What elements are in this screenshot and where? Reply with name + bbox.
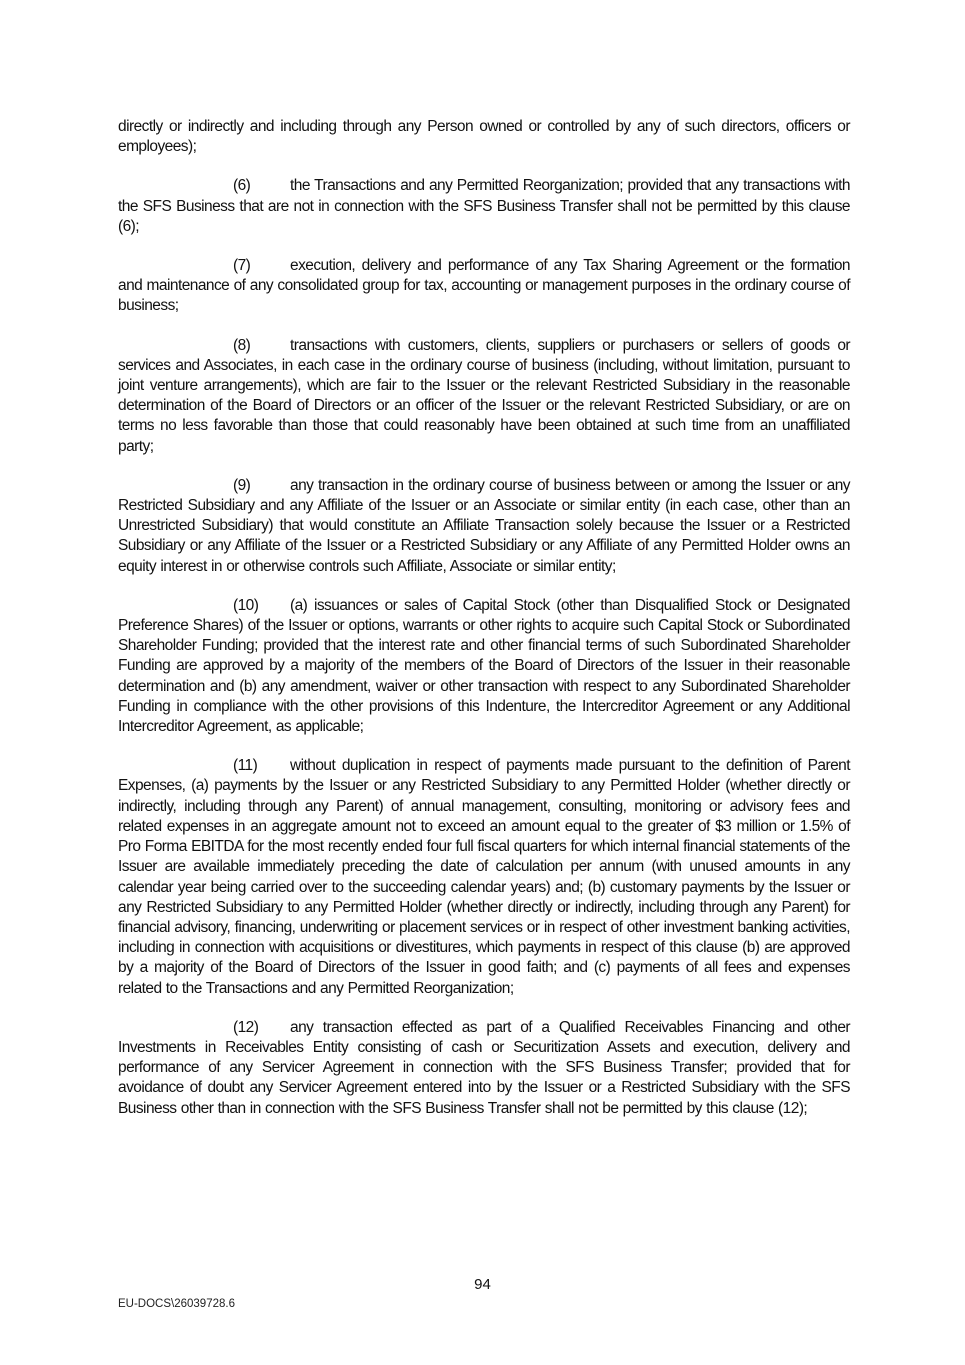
clause-number: (7) (233, 257, 251, 275)
clause-12 (118, 1018, 850, 1119)
paragraph-continuation (118, 117, 850, 157)
clause-text: without duplication in respect of payments made pursuant to the definition of Parent Expenses, (a) payments by the Issuer or any Restricted Subsidiary to any Permitted Holder (whether directly or indirectly, including through any Parent) of annual management, consulting, monitoring or advisory fees and related expenses in an aggregate amount not to exceed an amount equal to the greater of $3 million or 1.5% of Pro Forma EBITDA for the most recently ended four full fiscal quarters for which internal financial statements of the Issuer are available immediately preceding the date of calculation per annum (with unused amounts in any calendar year being carried over to the succeeding calendar years) and; (b) customary payments by the Issuer or any Restricted Subsidiary to any Permitted Holder (whether directly or indirectly, including through any Parent) for financial advisory, financing, underwriting or placement services or in respect of other investment banking activities, including in connection with acquisitions or divestitures, which payments in respect of this clause (b) are approved by a majority of the Board of Directors of the Issuer in good faith; and (c) payments of all fees and expenses related to the Transactions and any Permitted Reorganization; (118, 757, 850, 997)
clause-10 (118, 596, 850, 737)
page-number: 94 (474, 1276, 491, 1293)
document-id: EU-DOCS\26039728.6 (118, 1298, 235, 1310)
clause-text: transactions with customers, clients, suppliers or purchasers or sellers of goods or services and Associates, in each case in the ordinary course of business (including, without limitation, pursuant to joint venture arrangements), which are fair to the Issuer or the relevant Restricted Subsidiary in the reasonable determination of the Board of Directors or an officer of the Issuer or the relevant Restricted Subsidiary, or are on terms no less favorable than those that could reasonably have been obtained at such time from an unaffiliated party; (118, 336, 850, 455)
clause-8 (118, 336, 850, 457)
clause-11 (118, 756, 850, 998)
clause-7 (118, 256, 850, 317)
clause-text: execution, delivery and performance of any Tax Sharing Agreement or the formation and maintenance of any consolidated group for tax, accounting or management purposes in the ordinary course of business; (118, 257, 850, 315)
clause-text: any transaction effected as part of a Qualified Receivables Financing and other Investments in Receivables Entity consisting of cash or Securitization Assets and execution, delivery and performance of any Servicer Agreement in connection with the SFS Business Transfer; provided that for avoidance of doubt any Servicer Agreement entered into by the Issuer or a Restricted Subsidiary with the SFS Business other than in connection with the SFS Business Transfer shall not be permitted by this clause (12); (118, 1018, 850, 1117)
clause-6 (118, 176, 850, 237)
clause-text: the Transactions and any Permitted Reorganization; provided that any transactions with the SFS Business that are not in connection with the SFS Business Transfer shall not be permitted by this clause (6); (118, 177, 850, 235)
clause-number: (10) (233, 596, 259, 614)
document-body (118, 117, 850, 1138)
clause-number: (11) (233, 757, 258, 775)
clause-9 (118, 476, 850, 577)
clause-number: (6) (233, 177, 251, 195)
clause-number: (12) (233, 1018, 259, 1036)
clause-number: (8) (233, 336, 251, 354)
clause-text: any transaction in the ordinary course of business between or among the Issuer or any Restricted Subsidiary and any Affiliate of the Issuer or an Associate or similar entity (in each case, other than an Unrestricted Subsidiary) that would constitute an Affiliate Transaction solely because the Issuer or a Restricted Subsidiary or any Affiliate of the Issuer or a Restricted Subsidiary or any Affiliate of any Permitted Holder owns an equity interest in or otherwise controls such Affiliate, Associate or similar entity; (118, 476, 850, 575)
paragraph-text: directly or indirectly and including through any Person owned or controlled by any of such directors, officers or employees); (118, 118, 850, 156)
clause-number: (9) (233, 476, 251, 494)
clause-text: (a) issuances or sales of Capital Stock (other than Disqualified Stock or Designated Preference Shares) of the Issuer or options, warrants or other rights to acquire such Capital Stock or Subordinated Shareholder Funding; provided that the interest rate and other financial terms of such Subordinated Shareholder Funding are approved by a majority of the members of the Board of Directors of the Issuer in their reasonable determination and (b) any amendment, waiver or other transaction with respect to any Subordinated Shareholder Funding in compliance with the other provisions of this Indenture, the Intercreditor Agreement or any Additional Intercreditor Agreement, as applicable; (118, 596, 850, 736)
